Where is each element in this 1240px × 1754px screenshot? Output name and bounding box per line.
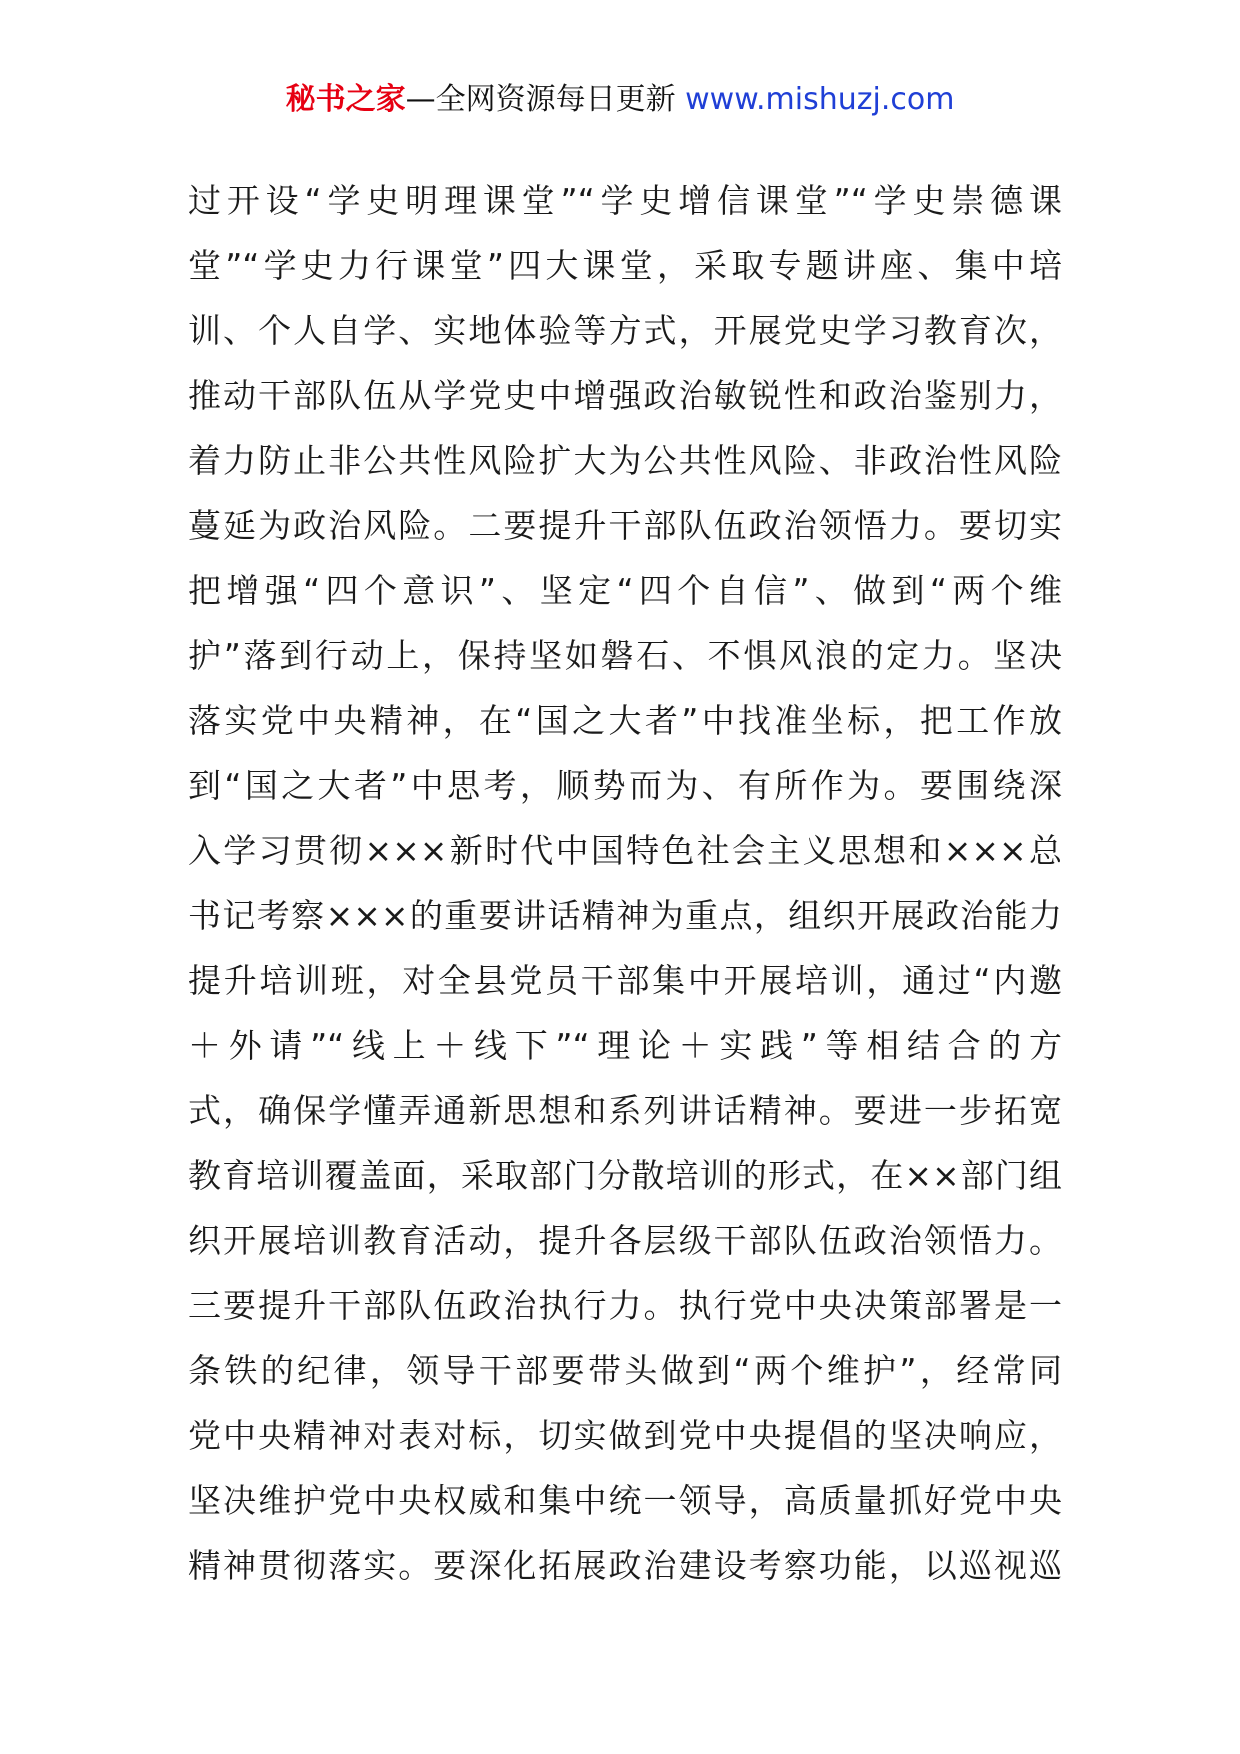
text-line: 护”落到行动上，保持坚如磐石、不惧风浪的定力。坚决 (188, 636, 1062, 675)
text-line: 入学习贯彻×××新时代中国特色社会主义思想和×××总 (188, 831, 1062, 870)
text-line: 推动干部队伍从学党史中增强政治敏锐性和政治鉴别力， (188, 376, 1062, 415)
text-line: 精神贯彻落实。要深化拓展政治建设考察功能，以巡视巡 (188, 1546, 1062, 1585)
text-line: 式，确保学懂弄通新思想和系列讲话精神。要进一步拓宽 (188, 1091, 1062, 1130)
page-header (0, 78, 1240, 122)
text-line: 提升培训班，对全县党员干部集中开展培训，通过“内邀 (188, 961, 1062, 1000)
text-line: 落实党中央精神，在“国之大者”中找准坐标，把工作放 (188, 701, 1062, 740)
text-line: 蔓延为政治风险。二要提升干部队伍政治领悟力。要切实 (188, 506, 1062, 545)
text-line: 条铁的纪律，领导干部要带头做到“两个维护”，经常同 (188, 1351, 1062, 1390)
text-line: ＋外请”“线上＋线下”“理论＋实践”等相结合的方 (188, 1026, 1062, 1065)
text-line: 过开设“学史明理课堂”“学史增信课堂”“学史崇德课 (188, 181, 1062, 220)
site-url-link[interactable]: www.mishuzj.com (685, 82, 955, 117)
text-line: 堂”“学史力行课堂”四大课堂，采取专题讲座、集中培 (188, 246, 1062, 285)
document-body (188, 168, 1062, 1598)
header-tagline: —全网资源每日更新 (405, 82, 686, 117)
text-line: 到“国之大者”中思考，顺势而为、有所作为。要围绕深 (188, 766, 1062, 805)
text-line: 训、个人自学、实地体验等方式，开展党史学习教育次， (188, 311, 1062, 350)
text-line: 着力防止非公共性风险扩大为公共性风险、非政治性风险 (188, 441, 1062, 480)
text-line: 教育培训覆盖面，采取部门分散培训的形式，在××部门组 (188, 1156, 1062, 1195)
text-line: 织开展培训教育活动，提升各层级干部队伍政治领悟力。 (188, 1221, 1062, 1260)
text-line: 书记考察×××的重要讲话精神为重点，组织开展政治能力 (188, 896, 1062, 935)
text-line: 坚决维护党中央权威和集中统一领导，高质量抓好党中央 (188, 1481, 1062, 1520)
text-line: 三要提升干部队伍政治执行力。执行党中央决策部署是一 (188, 1286, 1062, 1325)
text-line: 党中央精神对表对标，切实做到党中央提倡的坚决响应， (188, 1416, 1062, 1455)
text-line: 把增强“四个意识”、坚定“四个自信”、做到“两个维 (188, 571, 1062, 610)
site-brand: 秘书之家 (285, 82, 406, 117)
